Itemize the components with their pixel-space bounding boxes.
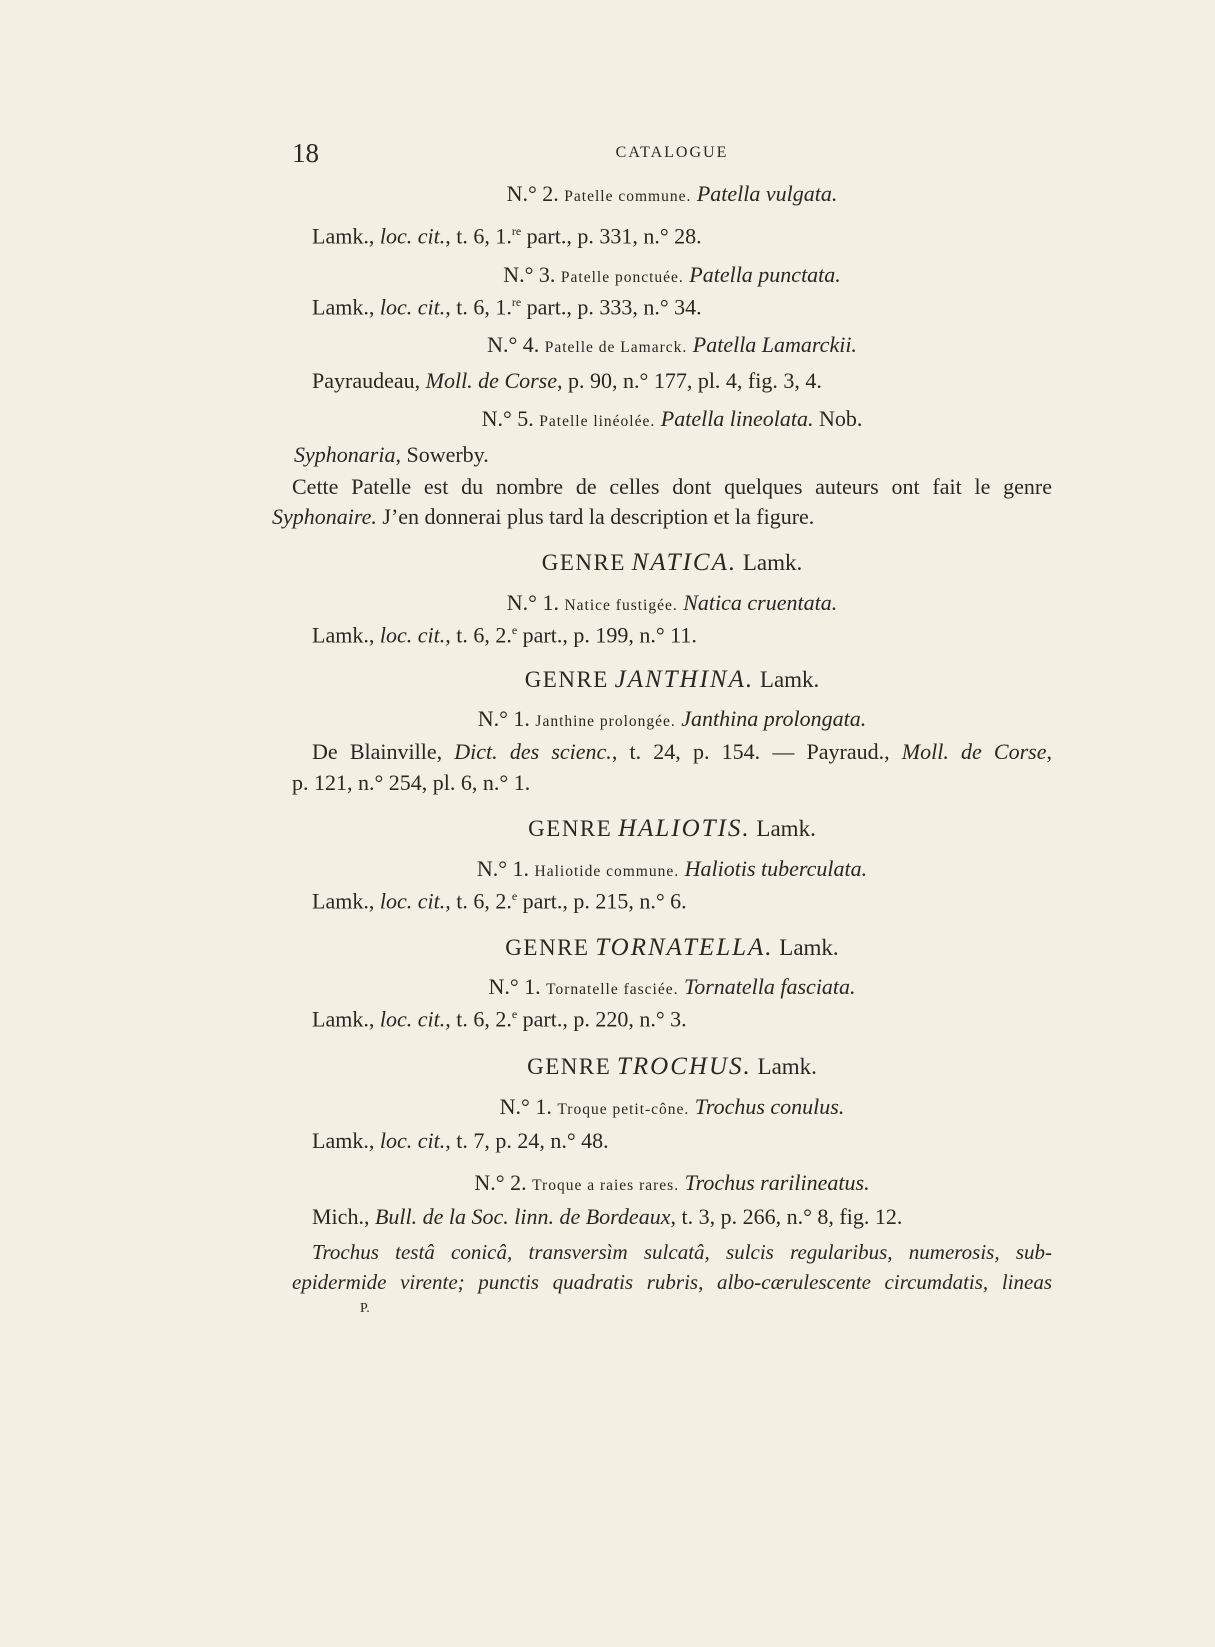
entry-number: N.° 2. [506, 181, 559, 206]
entry-french-name: Haliotide commune. [534, 863, 680, 880]
genre-heading: GENRE HALIOTIS. Lamk. [528, 815, 816, 842]
reference-line: Syphonaria, Sowerby. [294, 442, 489, 467]
reference-line: De Blainville, Dict. des scienc., t. 24, p. 154. — Payraud., Moll. de Corse, [312, 739, 1052, 764]
paragraph-line: Cette Patelle est du nombre de celles dont quelques auteurs ont fait le genre [292, 474, 1052, 499]
entry-french-name: Janthine prolongée. [535, 713, 676, 730]
entry-latin-name: Patella vulgata. [696, 181, 838, 206]
entry-number: N.° 4. [487, 332, 540, 357]
entry-heading [292, 334, 1052, 356]
reference-line: Lamk., loc. cit., t. 6, 2.$^e$ part., p. 220, n.° 3. [312, 1006, 687, 1032]
page-number: 18 [292, 138, 319, 168]
entry-latin-name: Trochus conulus. [694, 1094, 845, 1119]
entry-latin-name: Haliotis tuberculata. [684, 856, 868, 881]
entry-number: N.° 2. [474, 1170, 527, 1195]
entry-latin-name: Patella Lamarckii. [692, 332, 857, 357]
entry-latin-name: Janthina prolongata. [681, 706, 867, 731]
entry-heading [292, 183, 1052, 205]
entry-french-name: Patelle linéolée. [539, 413, 656, 430]
entry-number: N.° 1. [477, 706, 530, 731]
latin-description-line: epidermide virente; punctis quadratis rubris, albo-cærulescente circumdatis, lineas [292, 1270, 1052, 1294]
entry-heading [292, 708, 1052, 730]
entry-number: N.° 1. [476, 856, 530, 881]
entry-french-name: Tornatelle fasciée. [546, 981, 679, 998]
latin-description-line: Trochus testâ conicâ, transversìm sulcatâ, sulcis regularibus, numerosis, sub- [312, 1240, 1052, 1264]
entry-latin-name: Patella lineolata. [660, 406, 814, 431]
running-title: CATALOGUE [615, 144, 729, 161]
reference-line: Lamk., loc. cit., t. 6, 1.$^{re}$ part., p. 333, n.° 34. [312, 294, 702, 320]
entry-heading [292, 976, 1052, 998]
reference-line: Lamk., loc. cit., t. 7, p. 24, n.° 48. [312, 1128, 609, 1153]
entry-latin-name: Trochus rarilineatus. [684, 1170, 870, 1195]
reference-line: Lamk., loc. cit., t. 6, 2.$^e$ part., p. 199, n.° 11. [312, 622, 697, 648]
reference-line: Payraudeau, Moll. de Corse, p. 90, n.° 177, pl. 4, fig. 3, 4. [312, 368, 822, 393]
reference-line: Lamk., loc. cit., t. 6, 1.$^{re}$ part., p. 331, n.° 28. [312, 223, 702, 249]
entry-french-name: Patelle ponctuée. [560, 269, 684, 286]
reference-line: p. 121, n.° 254, pl. 6, n.° 1. [292, 770, 531, 795]
entry-french-name: Patelle commune. [564, 188, 692, 205]
entry-heading [292, 592, 1052, 614]
entry-heading [292, 1096, 1052, 1118]
genre-heading: GENRE TROCHUS. Lamk. [527, 1053, 817, 1080]
entry-french-name: Troque petit-cône. [557, 1101, 690, 1118]
genre-heading: GENRE NATICA. Lamk. [541, 549, 803, 576]
entry-heading [292, 858, 1052, 880]
entry-french-name: Natice fustigée. [564, 597, 678, 614]
entry-authority: Nob. [819, 406, 863, 431]
paragraph-line: Syphonaire. J’en donnerai plus tard la description et la figure. [272, 504, 815, 529]
genre-heading: GENRE TORNATELLA. Lamk. [505, 934, 839, 961]
entry-number: N.° 5. [481, 406, 534, 431]
page-body [272, 0, 1052, 1647]
catchword: P. [360, 1301, 370, 1316]
entry-number: N.° 1. [499, 1094, 552, 1119]
entry-number: N.° 1. [488, 974, 541, 999]
entry-french-name: Patelle de Lamarck. [544, 339, 688, 356]
reference-line: Mich., Bull. de la Soc. linn. de Bordeaux, t. 3, p. 266, n.° 8, fig. 12. [312, 1204, 903, 1229]
entry-heading [292, 408, 1052, 430]
entry-heading [292, 1172, 1052, 1194]
entry-number: N.° 3. [503, 262, 556, 287]
entry-number: N.° 1. [506, 590, 559, 615]
entry-french-name: Troque a raies rares. [532, 1177, 680, 1194]
entry-latin-name: Tornatella fasciata. [684, 974, 856, 999]
entry-latin-name: Natica cruentata. [683, 590, 838, 615]
entry-heading [292, 264, 1052, 286]
entry-latin-name: Patella punctata. [689, 262, 841, 287]
reference-line: Lamk., loc. cit., t. 6, 2.$^e$ part., p. 215, n.° 6. [312, 888, 687, 914]
genre-heading: GENRE JANTHINA. Lamk. [524, 666, 820, 693]
